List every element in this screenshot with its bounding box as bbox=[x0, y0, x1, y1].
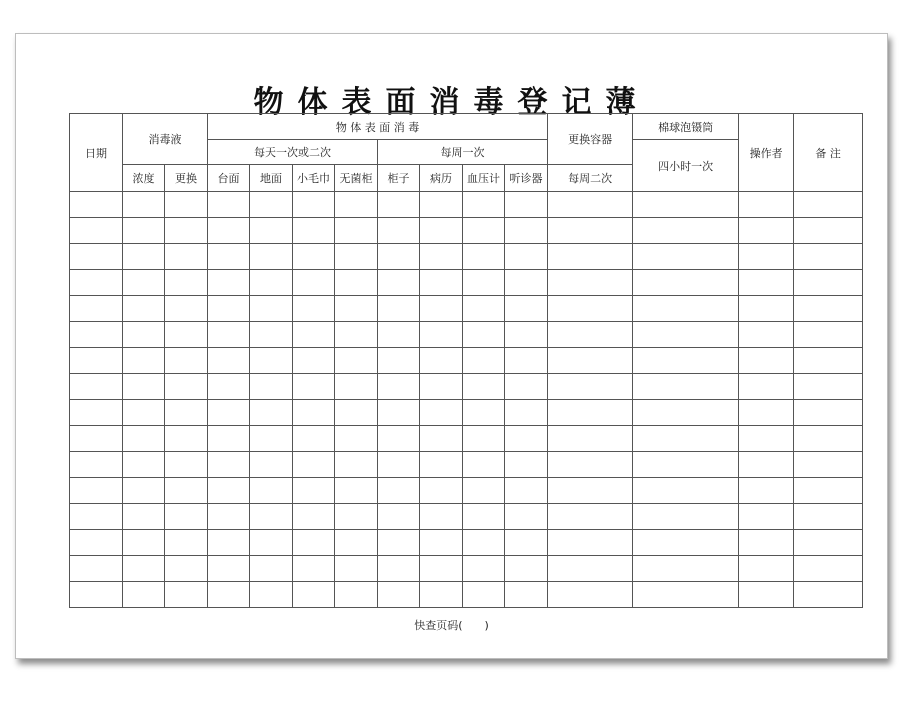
table-cell[interactable] bbox=[165, 556, 208, 582]
table-cell[interactable] bbox=[70, 556, 123, 582]
table-cell[interactable] bbox=[293, 582, 335, 608]
table-cell[interactable] bbox=[70, 452, 123, 478]
table-cell[interactable] bbox=[378, 244, 420, 270]
table-cell[interactable] bbox=[208, 192, 250, 218]
table-cell[interactable] bbox=[335, 244, 378, 270]
table-cell[interactable] bbox=[548, 504, 633, 530]
table-cell[interactable] bbox=[123, 348, 165, 374]
table-cell[interactable] bbox=[420, 582, 463, 608]
table-cell[interactable] bbox=[505, 270, 548, 296]
table-cell[interactable] bbox=[335, 478, 378, 504]
table-cell[interactable] bbox=[463, 452, 505, 478]
table-cell[interactable] bbox=[123, 322, 165, 348]
table-cell[interactable] bbox=[548, 582, 633, 608]
table-cell[interactable] bbox=[633, 452, 739, 478]
table-cell[interactable] bbox=[70, 322, 123, 348]
table-cell[interactable] bbox=[250, 322, 293, 348]
table-row bbox=[70, 374, 863, 400]
table-cell[interactable] bbox=[548, 244, 633, 270]
table-cell[interactable] bbox=[548, 192, 633, 218]
table-cell[interactable] bbox=[463, 426, 505, 452]
table-cell[interactable] bbox=[548, 322, 633, 348]
table-cell[interactable] bbox=[420, 530, 463, 556]
table-cell[interactable] bbox=[335, 374, 378, 400]
table-cell[interactable] bbox=[633, 218, 739, 244]
table-cell[interactable] bbox=[208, 452, 250, 478]
table-cell[interactable] bbox=[739, 452, 794, 478]
table-cell[interactable] bbox=[505, 192, 548, 218]
table-cell[interactable] bbox=[505, 348, 548, 374]
header-cotton-ball-jar: 棉球泡镊筒 bbox=[633, 114, 739, 140]
page-title: 物体表面消毒登记薄 bbox=[253, 85, 650, 120]
table-cell[interactable] bbox=[70, 374, 123, 400]
table-cell[interactable] bbox=[794, 530, 863, 556]
table-cell[interactable] bbox=[70, 478, 123, 504]
table-cell[interactable] bbox=[633, 400, 739, 426]
table-cell[interactable] bbox=[165, 478, 208, 504]
table-cell[interactable] bbox=[420, 322, 463, 348]
table-cell[interactable] bbox=[739, 582, 794, 608]
table-cell[interactable] bbox=[250, 452, 293, 478]
table-cell[interactable] bbox=[165, 244, 208, 270]
table-cell[interactable] bbox=[123, 582, 165, 608]
table-cell[interactable] bbox=[250, 426, 293, 452]
table-cell[interactable] bbox=[739, 400, 794, 426]
table-cell[interactable] bbox=[293, 530, 335, 556]
table-cell[interactable] bbox=[335, 192, 378, 218]
table-cell[interactable] bbox=[633, 192, 739, 218]
table-cell[interactable] bbox=[739, 218, 794, 244]
table-cell[interactable] bbox=[70, 218, 123, 244]
table-cell[interactable] bbox=[633, 270, 739, 296]
table-cell[interactable] bbox=[548, 348, 633, 374]
table-cell[interactable] bbox=[378, 322, 420, 348]
table-cell[interactable] bbox=[293, 322, 335, 348]
table-cell[interactable] bbox=[378, 192, 420, 218]
table-cell[interactable] bbox=[378, 504, 420, 530]
table-cell[interactable] bbox=[335, 426, 378, 452]
table-row bbox=[70, 400, 863, 426]
table-cell[interactable] bbox=[250, 192, 293, 218]
table-cell[interactable] bbox=[208, 478, 250, 504]
table-cell[interactable] bbox=[165, 582, 208, 608]
table-cell[interactable] bbox=[70, 426, 123, 452]
table-cell[interactable] bbox=[250, 348, 293, 374]
table-cell[interactable] bbox=[293, 478, 335, 504]
table-row bbox=[70, 296, 863, 322]
table-cell[interactable] bbox=[335, 296, 378, 322]
table-cell[interactable] bbox=[208, 218, 250, 244]
table-cell[interactable] bbox=[794, 374, 863, 400]
table-cell[interactable] bbox=[335, 322, 378, 348]
table-cell[interactable] bbox=[794, 296, 863, 322]
table-cell[interactable] bbox=[165, 452, 208, 478]
table-cell[interactable] bbox=[335, 270, 378, 296]
table-cell[interactable] bbox=[463, 348, 505, 374]
header-every-four-hours: 四小时一次 bbox=[633, 140, 739, 192]
table-cell[interactable] bbox=[794, 582, 863, 608]
table-cell[interactable] bbox=[420, 452, 463, 478]
table-cell[interactable] bbox=[505, 478, 548, 504]
table-cell[interactable] bbox=[548, 270, 633, 296]
table-cell[interactable] bbox=[250, 270, 293, 296]
table-row bbox=[70, 582, 863, 608]
table-cell[interactable] bbox=[794, 452, 863, 478]
table-cell[interactable] bbox=[463, 478, 505, 504]
table-row bbox=[70, 530, 863, 556]
table-cell[interactable] bbox=[165, 504, 208, 530]
table-cell[interactable] bbox=[335, 556, 378, 582]
table-cell[interactable] bbox=[293, 452, 335, 478]
table-cell[interactable] bbox=[463, 400, 505, 426]
table-cell[interactable] bbox=[165, 218, 208, 244]
header-small-towel: 小毛巾 bbox=[293, 165, 335, 192]
disinfection-log-table bbox=[69, 113, 863, 608]
header-date: 日期 bbox=[70, 114, 123, 192]
table-cell[interactable] bbox=[739, 530, 794, 556]
table-cell[interactable] bbox=[335, 218, 378, 244]
page-number-footer: 快查页码( ) bbox=[414, 619, 489, 632]
table-cell[interactable] bbox=[335, 452, 378, 478]
table-cell[interactable] bbox=[165, 374, 208, 400]
table-cell[interactable] bbox=[739, 296, 794, 322]
table-cell[interactable] bbox=[208, 530, 250, 556]
table-cell[interactable] bbox=[378, 374, 420, 400]
header-surface-disinfection: 物 体 表 面 消 毒 bbox=[208, 114, 548, 140]
table-cell[interactable] bbox=[420, 426, 463, 452]
table-cell[interactable] bbox=[633, 478, 739, 504]
table-cell[interactable] bbox=[633, 322, 739, 348]
table-cell[interactable] bbox=[739, 348, 794, 374]
table-cell[interactable] bbox=[293, 400, 335, 426]
table-cell[interactable] bbox=[250, 504, 293, 530]
table-cell[interactable] bbox=[123, 556, 165, 582]
table-cell[interactable] bbox=[378, 582, 420, 608]
table-cell[interactable] bbox=[463, 244, 505, 270]
table-cell[interactable] bbox=[165, 348, 208, 374]
table-row bbox=[70, 218, 863, 244]
table-cell[interactable] bbox=[293, 218, 335, 244]
table-cell[interactable] bbox=[463, 530, 505, 556]
table-cell[interactable] bbox=[335, 348, 378, 374]
table-cell[interactable] bbox=[208, 582, 250, 608]
table-cell[interactable] bbox=[463, 556, 505, 582]
table-cell[interactable] bbox=[794, 400, 863, 426]
table-cell[interactable] bbox=[293, 556, 335, 582]
table-cell[interactable] bbox=[633, 296, 739, 322]
table-row bbox=[70, 426, 863, 452]
header-floor: 地面 bbox=[250, 165, 293, 192]
table-cell[interactable] bbox=[463, 270, 505, 296]
table-cell[interactable] bbox=[505, 322, 548, 348]
header-blood-pressure-meter: 血压计 bbox=[463, 165, 505, 192]
table-cell[interactable] bbox=[633, 348, 739, 374]
table-cell[interactable] bbox=[70, 296, 123, 322]
header-disinfectant: 消毒液 bbox=[123, 114, 208, 165]
table-cell[interactable] bbox=[123, 296, 165, 322]
table-cell[interactable] bbox=[293, 270, 335, 296]
log-sheet bbox=[15, 33, 888, 659]
table-cell[interactable] bbox=[548, 452, 633, 478]
table-cell[interactable] bbox=[293, 192, 335, 218]
table-cell[interactable] bbox=[165, 426, 208, 452]
table-cell[interactable] bbox=[463, 504, 505, 530]
table-row bbox=[70, 192, 863, 218]
table-cell[interactable] bbox=[548, 530, 633, 556]
table-row bbox=[70, 270, 863, 296]
table-cell[interactable] bbox=[70, 270, 123, 296]
table-cell[interactable] bbox=[165, 270, 208, 296]
table-cell[interactable] bbox=[208, 322, 250, 348]
table-row bbox=[70, 348, 863, 374]
header-sterile-cabinet: 无菌柜 bbox=[335, 165, 378, 192]
table-cell[interactable] bbox=[70, 582, 123, 608]
table-cell[interactable] bbox=[293, 504, 335, 530]
table-cell[interactable] bbox=[633, 582, 739, 608]
table-cell[interactable] bbox=[293, 244, 335, 270]
table-cell[interactable] bbox=[250, 400, 293, 426]
table-cell[interactable] bbox=[378, 348, 420, 374]
table-cell[interactable] bbox=[293, 374, 335, 400]
table-cell[interactable] bbox=[123, 452, 165, 478]
table-cell[interactable] bbox=[505, 530, 548, 556]
table-cell[interactable] bbox=[70, 530, 123, 556]
table-cell[interactable] bbox=[123, 478, 165, 504]
table-cell[interactable] bbox=[123, 218, 165, 244]
table-cell[interactable] bbox=[208, 296, 250, 322]
table-cell[interactable] bbox=[293, 426, 335, 452]
table-cell[interactable] bbox=[739, 504, 794, 530]
table-cell[interactable] bbox=[208, 426, 250, 452]
table-cell[interactable] bbox=[165, 322, 208, 348]
table-cell[interactable] bbox=[505, 504, 548, 530]
table-cell[interactable] bbox=[123, 374, 165, 400]
header-stethoscope: 听诊器 bbox=[505, 165, 548, 192]
table-cell[interactable] bbox=[739, 374, 794, 400]
header-replace: 更换 bbox=[165, 165, 208, 192]
table-cell[interactable] bbox=[794, 270, 863, 296]
table-cell[interactable] bbox=[505, 296, 548, 322]
table-cell[interactable] bbox=[378, 426, 420, 452]
header-replace-container: 更换容器 bbox=[548, 114, 633, 165]
table-cell[interactable] bbox=[420, 348, 463, 374]
table-cell[interactable] bbox=[420, 192, 463, 218]
table-cell[interactable] bbox=[505, 556, 548, 582]
table-row bbox=[70, 244, 863, 270]
table-cell[interactable] bbox=[123, 270, 165, 296]
table-cell[interactable] bbox=[463, 218, 505, 244]
table-cell[interactable] bbox=[794, 192, 863, 218]
table-cell[interactable] bbox=[633, 374, 739, 400]
table-cell[interactable] bbox=[463, 582, 505, 608]
table-cell[interactable] bbox=[794, 426, 863, 452]
table-cell[interactable] bbox=[123, 244, 165, 270]
table-cell[interactable] bbox=[548, 556, 633, 582]
table-cell[interactable] bbox=[739, 426, 794, 452]
table-cell[interactable] bbox=[633, 244, 739, 270]
table-cell[interactable] bbox=[123, 426, 165, 452]
header-medical-record: 病历 bbox=[420, 165, 463, 192]
table-cell[interactable] bbox=[250, 530, 293, 556]
table-cell[interactable] bbox=[335, 582, 378, 608]
table-cell[interactable] bbox=[505, 400, 548, 426]
table-cell[interactable] bbox=[794, 556, 863, 582]
header-weekly: 每周一次 bbox=[378, 140, 548, 165]
table-cell[interactable] bbox=[505, 582, 548, 608]
table-cell[interactable] bbox=[208, 504, 250, 530]
table-cell[interactable] bbox=[505, 218, 548, 244]
table-cell[interactable] bbox=[208, 556, 250, 582]
table-cell[interactable] bbox=[794, 348, 863, 374]
table-cell[interactable] bbox=[70, 192, 123, 218]
table-cell[interactable] bbox=[70, 244, 123, 270]
table-cell[interactable] bbox=[378, 478, 420, 504]
table-row bbox=[70, 556, 863, 582]
table-cell[interactable] bbox=[165, 192, 208, 218]
table-cell[interactable] bbox=[123, 192, 165, 218]
header-table-surface: 台面 bbox=[208, 165, 250, 192]
table-cell[interactable] bbox=[739, 192, 794, 218]
header-twice-weekly: 每周二次 bbox=[548, 165, 633, 192]
header-cabinet: 柜子 bbox=[378, 165, 420, 192]
table-cell[interactable] bbox=[208, 400, 250, 426]
table-cell[interactable] bbox=[420, 556, 463, 582]
table-cell[interactable] bbox=[378, 270, 420, 296]
table-cell[interactable] bbox=[794, 322, 863, 348]
table-cell[interactable] bbox=[378, 296, 420, 322]
table-cell[interactable] bbox=[70, 400, 123, 426]
table-cell[interactable] bbox=[794, 478, 863, 504]
table-cell[interactable] bbox=[420, 270, 463, 296]
header-remarks: 备 注 bbox=[794, 114, 863, 192]
table-cell[interactable] bbox=[420, 244, 463, 270]
table-cell[interactable] bbox=[633, 426, 739, 452]
table-cell[interactable] bbox=[505, 374, 548, 400]
table-cell[interactable] bbox=[739, 478, 794, 504]
table-cell[interactable] bbox=[250, 218, 293, 244]
table-cell[interactable] bbox=[250, 556, 293, 582]
table-cell[interactable] bbox=[548, 400, 633, 426]
table-cell[interactable] bbox=[505, 244, 548, 270]
table-cell[interactable] bbox=[548, 296, 633, 322]
table-cell[interactable] bbox=[633, 504, 739, 530]
table-cell[interactable] bbox=[123, 530, 165, 556]
table-cell[interactable] bbox=[165, 400, 208, 426]
table-row bbox=[70, 504, 863, 530]
table-cell[interactable] bbox=[208, 348, 250, 374]
table-cell[interactable] bbox=[794, 218, 863, 244]
table-cell[interactable] bbox=[378, 400, 420, 426]
table-cell[interactable] bbox=[505, 426, 548, 452]
table-cell[interactable] bbox=[463, 322, 505, 348]
table-cell[interactable] bbox=[250, 296, 293, 322]
table-cell[interactable] bbox=[250, 582, 293, 608]
table-cell[interactable] bbox=[378, 556, 420, 582]
table-row bbox=[70, 478, 863, 504]
table-cell[interactable] bbox=[123, 504, 165, 530]
table-cell[interactable] bbox=[250, 478, 293, 504]
table-cell[interactable] bbox=[794, 244, 863, 270]
table-cell[interactable] bbox=[293, 348, 335, 374]
table-cell[interactable] bbox=[548, 426, 633, 452]
table-cell[interactable] bbox=[420, 504, 463, 530]
table-cell[interactable] bbox=[548, 218, 633, 244]
table-cell[interactable] bbox=[463, 296, 505, 322]
table-cell[interactable] bbox=[633, 556, 739, 582]
header-operator: 操作者 bbox=[739, 114, 794, 192]
table-cell[interactable] bbox=[420, 374, 463, 400]
table-cell[interactable] bbox=[420, 478, 463, 504]
table-cell[interactable] bbox=[548, 374, 633, 400]
table-cell[interactable] bbox=[463, 374, 505, 400]
table-cell[interactable] bbox=[335, 504, 378, 530]
table-cell[interactable] bbox=[335, 400, 378, 426]
table-cell[interactable] bbox=[739, 322, 794, 348]
table-cell[interactable] bbox=[548, 478, 633, 504]
table-cell[interactable] bbox=[165, 296, 208, 322]
table-cell[interactable] bbox=[378, 452, 420, 478]
header-concentration: 浓度 bbox=[123, 165, 165, 192]
table-cell[interactable] bbox=[505, 452, 548, 478]
table-cell[interactable] bbox=[250, 374, 293, 400]
table-cell[interactable] bbox=[293, 296, 335, 322]
table-cell[interactable] bbox=[420, 296, 463, 322]
table-cell[interactable] bbox=[123, 400, 165, 426]
table-cell[interactable] bbox=[633, 530, 739, 556]
table-cell[interactable] bbox=[420, 218, 463, 244]
table-row bbox=[70, 322, 863, 348]
table-cell[interactable] bbox=[250, 244, 293, 270]
table-cell[interactable] bbox=[739, 556, 794, 582]
table-cell[interactable] bbox=[165, 530, 208, 556]
table-cell[interactable] bbox=[378, 218, 420, 244]
table-cell[interactable] bbox=[208, 374, 250, 400]
table-cell[interactable] bbox=[739, 270, 794, 296]
table-cell[interactable] bbox=[208, 244, 250, 270]
table-cell[interactable] bbox=[208, 270, 250, 296]
table-cell[interactable] bbox=[378, 530, 420, 556]
table-cell[interactable] bbox=[70, 348, 123, 374]
header-daily: 每天一次或二次 bbox=[208, 140, 378, 165]
table-cell[interactable] bbox=[70, 504, 123, 530]
table-cell[interactable] bbox=[463, 192, 505, 218]
table-cell[interactable] bbox=[739, 244, 794, 270]
table-cell[interactable] bbox=[335, 530, 378, 556]
table-row bbox=[70, 452, 863, 478]
table-cell[interactable] bbox=[420, 400, 463, 426]
table-cell[interactable] bbox=[794, 504, 863, 530]
